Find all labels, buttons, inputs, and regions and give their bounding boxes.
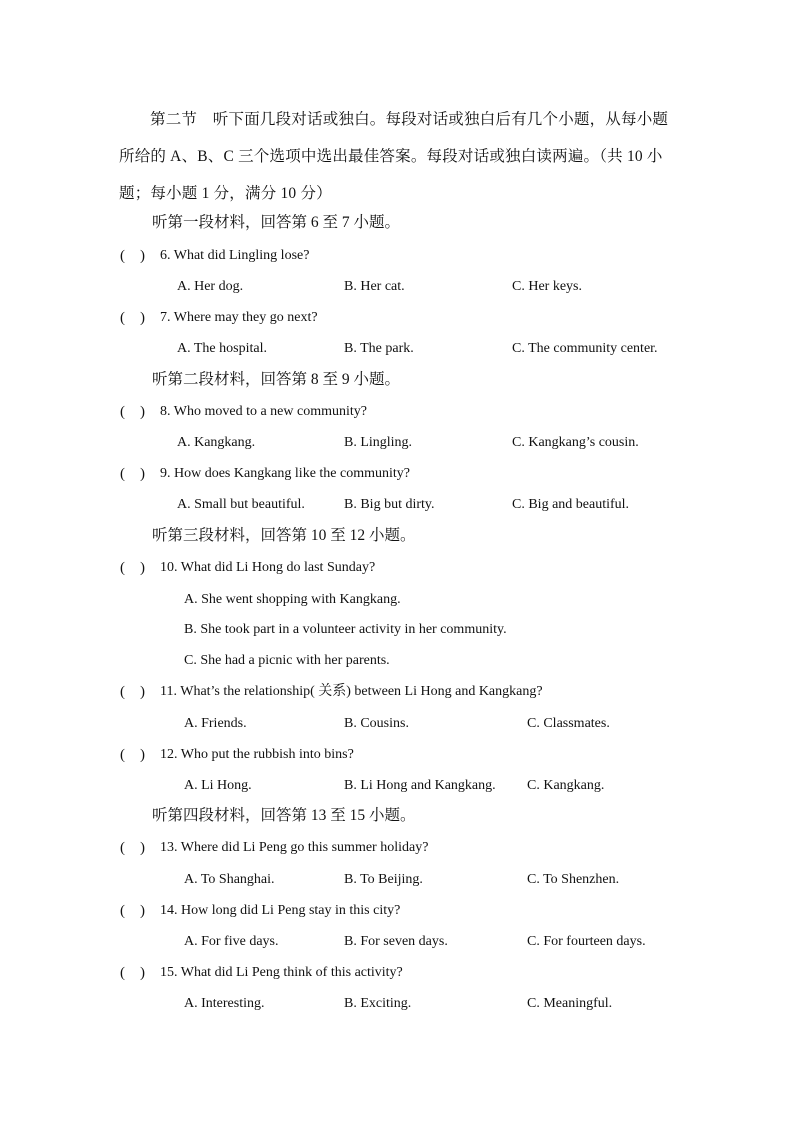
- section-intro-line-1: 第二节 听下面几段对话或独白。每段对话或独白后有几个小题，从每小题: [150, 111, 669, 128]
- question-15: 15. What did Li Peng think of this activity?: [160, 965, 403, 980]
- question-9-option-c: C. Big and beautiful.: [512, 497, 630, 512]
- subsection-heading-1: 听第一段材料，回答第 6 至 7 小题。: [152, 214, 401, 231]
- subsection-heading-4: 听第四段材料，回答第 13 至 15 小题。: [152, 807, 416, 824]
- question-10-option-c: C. She had a picnic with her parents.: [184, 653, 390, 668]
- question-8-option-b: B. Lingling.: [344, 435, 413, 450]
- answer-blank[interactable]: ( ): [120, 840, 145, 856]
- answer-blank[interactable]: ( ): [120, 310, 145, 326]
- answer-blank[interactable]: ( ): [120, 903, 145, 919]
- question-6: 6. What did Lingling lose?: [160, 248, 310, 263]
- question-6-option-a: A. Her dog.: [177, 279, 244, 294]
- question-12-option-c: C. Kangkang.: [527, 778, 605, 793]
- question-12-option-b: B. Li Hong and Kangkang.: [344, 778, 496, 793]
- subsection-heading-3: 听第三段材料，回答第 10 至 12 小题。: [152, 527, 416, 544]
- question-6-option-c: C. Her keys.: [512, 279, 582, 294]
- question-9: 9. How does Kangkang like the community?: [160, 466, 411, 481]
- question-14-option-b: B. For seven days.: [344, 934, 448, 949]
- question-9-option-b: B. Big but dirty.: [344, 497, 435, 512]
- question-14: 14. How long did Li Peng stay in this city?: [160, 903, 401, 918]
- answer-blank[interactable]: ( ): [120, 560, 145, 576]
- question-10-option-b: B. She took part in a volunteer activity in her community.: [184, 622, 507, 637]
- question-13-option-b: B. To Beijing.: [344, 872, 423, 887]
- question-11-option-c: C. Classmates.: [527, 716, 610, 731]
- question-7-option-a: A. The hospital.: [177, 341, 267, 356]
- question-7-option-b: B. The park.: [344, 341, 414, 356]
- question-14-option-a: A. For five days.: [184, 934, 279, 949]
- question-14-option-c: C. For fourteen days.: [527, 934, 646, 949]
- question-13-option-c: C. To Shenzhen.: [527, 872, 620, 887]
- question-10: 10. What did Li Hong do last Sunday?: [160, 560, 376, 575]
- answer-blank[interactable]: ( ): [120, 404, 145, 420]
- question-15-option-a: A. Interesting.: [184, 996, 265, 1011]
- subsection-heading-2: 听第二段材料，回答第 8 至 9 小题。: [152, 371, 401, 388]
- question-7-option-c: C. The community center.: [512, 341, 658, 356]
- question-11: 11. What’s the relationship( 关系) between Li Hong and Kangkang?: [160, 684, 543, 699]
- answer-blank[interactable]: ( ): [120, 248, 145, 264]
- question-8: 8. Who moved to a new community?: [160, 404, 367, 419]
- section-intro-line-2: 所给的 A、B、C 三个选项中选出最佳答案。每段对话或独白读两遍。（共 10 小: [119, 148, 663, 165]
- question-15-option-b: B. Exciting.: [344, 996, 412, 1011]
- answer-blank[interactable]: ( ): [120, 965, 145, 981]
- section-intro-line-3: 题；每小题 1 分，满分 10 分）: [119, 185, 332, 202]
- question-12-option-a: A. Li Hong.: [184, 778, 252, 793]
- question-10-option-a: A. She went shopping with Kangkang.: [184, 592, 401, 607]
- answer-blank[interactable]: ( ): [120, 466, 145, 482]
- question-11-option-b: B. Cousins.: [344, 716, 409, 731]
- question-13-option-a: A. To Shanghai.: [184, 872, 275, 887]
- answer-blank[interactable]: ( ): [120, 747, 145, 763]
- question-13: 13. Where did Li Peng go this summer holiday?: [160, 840, 429, 855]
- question-15-option-c: C. Meaningful.: [527, 996, 613, 1011]
- question-6-option-b: B. Her cat.: [344, 279, 405, 294]
- question-12: 12. Who put the rubbish into bins?: [160, 747, 354, 762]
- question-8-option-a: A. Kangkang.: [177, 435, 256, 450]
- question-7: 7. Where may they go next?: [160, 310, 318, 325]
- answer-blank[interactable]: ( ): [120, 684, 145, 700]
- question-9-option-a: A. Small but beautiful.: [177, 497, 305, 512]
- question-11-option-a: A. Friends.: [184, 716, 247, 731]
- question-8-option-c: C. Kangkang’s cousin.: [512, 435, 639, 450]
